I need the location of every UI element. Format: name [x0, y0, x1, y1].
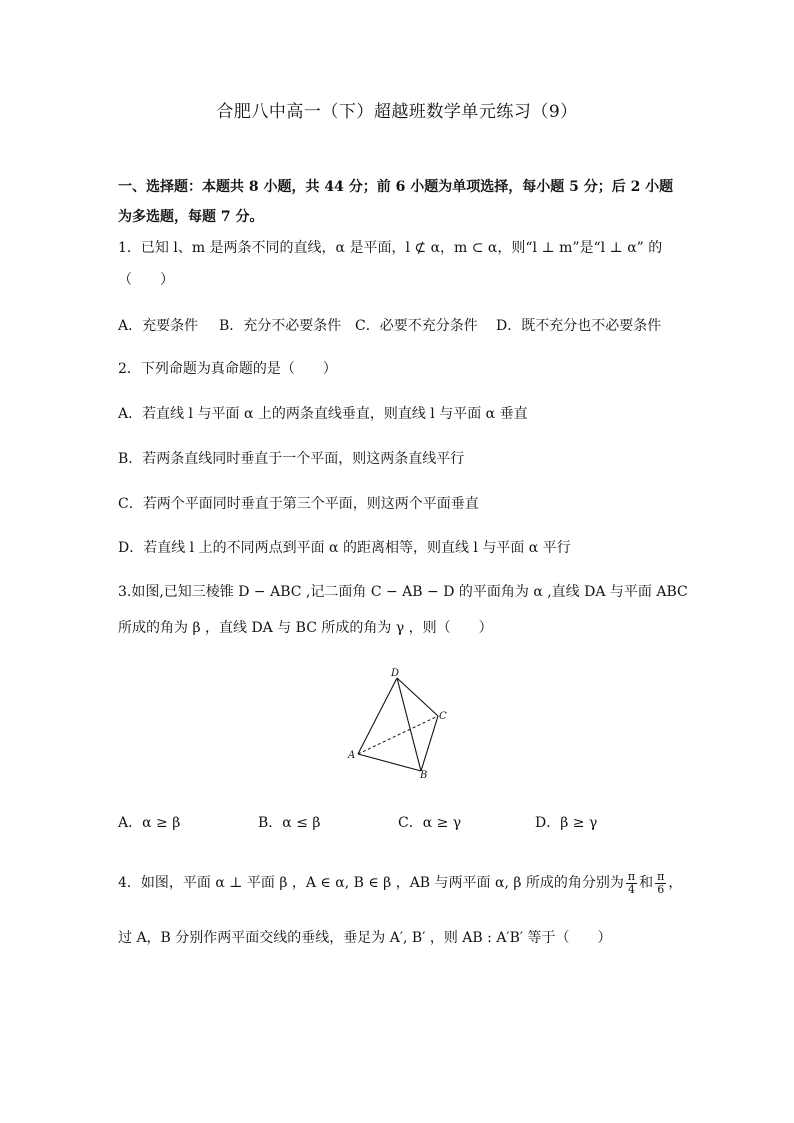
q2-option-d: D．若直线 l 上的不同两点到平面 α 的距离相等，则直线 l 与平面 α 平行 — [118, 540, 571, 556]
vertex-label-d: D — [391, 668, 400, 679]
q4-stem-line2: 过 A，B 分别作两平面交线的垂线，垂足为 A′, B′ ，则 AB : A′B′ 等于（ ） — [118, 930, 612, 946]
q1-option-b: B．充分不必要条件 — [219, 318, 342, 334]
q3-option-a: A．α ≥ β — [118, 815, 181, 831]
q3-option-b: B．α ≤ β — [258, 815, 321, 831]
tetrahedron-figure — [344, 664, 454, 780]
q3-stem-line2: 所成的角为 β ，直线 DA 与 BC 所成的角为 γ ，则（ ） — [118, 620, 493, 636]
q3-stem-line1: 3.如图,已知三棱锥 D − ABC ,记二面角 C − AB − D 的平面角为 α ,直线 DA 与平面 ABC — [118, 584, 688, 600]
q2-option-b: B．若两条直线同时垂直于一个平面，则这两条直线平行 — [118, 451, 465, 467]
vertex-label-a: A — [348, 750, 356, 761]
q2-stem: 2．下列命题为真命题的是（ ） — [118, 361, 337, 377]
vertex-label-c: C — [439, 711, 447, 722]
q4-comma: ， — [668, 875, 683, 891]
q4-stem-line1 — [118, 870, 682, 896]
page-title: 合肥八中高一（下）超越班数学单元练习（9） — [216, 102, 578, 122]
q3-option-d: D．β ≥ γ — [535, 815, 598, 831]
q2-option-c: C．若两个平面同时垂直于第三个平面，则这两个平面垂直 — [118, 496, 479, 512]
q1-stem-line1: 1．已知 l、m 是两条不同的直线，α 是平面，l ⊄ α，m ⊂ α，则“l ⊥ m”是“l ⊥ α” 的 — [118, 240, 663, 256]
q1-option-a: A．充要条件 — [118, 318, 199, 334]
section-heading: 一、选择题：本题共 8 小题，共 44 分；前 6 小题为单项选择，每小题 5 分；后 2 小题为多选题，每题 7 分。 — [118, 179, 674, 225]
q4-and-text: 和 — [639, 875, 654, 891]
q4-stem-text: 4．如图，平面 α ⊥ 平面 β ，A ∈ α, B ∈ β ，AB 与两平面 α, β 所成的角分别为 — [118, 875, 624, 891]
q3-option-c: C．α ≥ γ — [398, 815, 462, 831]
vertex-label-b: B — [420, 770, 428, 780]
q1-stem-line2: （ ） — [118, 272, 174, 288]
q1-option-d: D．既不充分也不必要条件 — [496, 318, 662, 334]
fraction-pi-over-4: $\frac{\pi}{4}$ — [627, 869, 636, 896]
q1-option-c: C．必要不充分条件 — [355, 318, 478, 334]
fraction-pi-over-6: $\frac{\pi}{6}$ — [657, 869, 665, 896]
q2-option-a: A．若直线 l 与平面 α 上的两条直线垂直，则直线 l 与平面 α 垂直 — [118, 406, 528, 422]
